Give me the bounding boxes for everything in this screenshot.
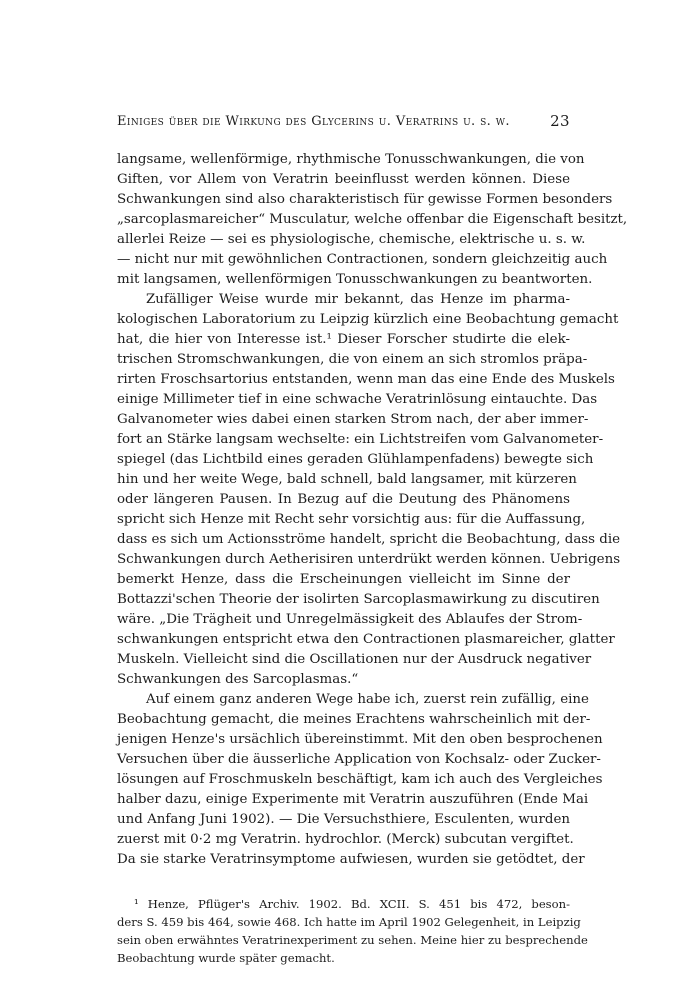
- body-line: Beobachtung gemacht, die meines Erachtens wahrscheinlich mit der-: [117, 712, 591, 727]
- footnote-line: sein oben erwähntes Veratrinexperiment zu sehen. Meine hier zu besprechende: [117, 933, 588, 947]
- running-title: Einiges über die Wirkung des Glycerins u. Veratrins u. s. w.: [117, 114, 510, 129]
- body-line: Auf einem ganz anderen Wege habe ich, zuerst rein zufällig, eine: [146, 692, 589, 707]
- body-line: Muskeln. Vielleicht sind die Oscillationen nur der Ausdruck negativer: [117, 652, 592, 667]
- body-line: zuerst mit 0·2 mg Veratrin. hydrochlor. (Merck) subcutan vergiftet.: [117, 832, 574, 847]
- body-line: — nicht nur mit gewöhnlichen Contractionen, sondern gleichzeitig auch: [117, 252, 608, 267]
- body-line: Schwankungen des Sarcoplasmas.“: [117, 672, 359, 687]
- body-line: spiegel (das Lichtbild eines geraden Glühlampenfadens) bewegte sich: [117, 452, 594, 467]
- body-line: einige Millimeter tief in eine schwache Veratrinlösung eintauchte. Das: [117, 392, 598, 407]
- body-line: Da sie starke Veratrinsymptome aufwiesen, wurden sie getödtet, der: [117, 852, 585, 867]
- body-line: spricht sich Henze mit Recht sehr vorsichtig aus: für die Auffassung,: [117, 512, 586, 527]
- body-line: hat, die hier von Interesse ist.¹ Dieser Forscher studirte die elek-: [117, 332, 570, 347]
- body-line: Giften, vor Allem von Veratrin beeinflusst werden können. Diese: [117, 172, 570, 187]
- footnote-line: Beobachtung wurde später gemacht.: [117, 951, 335, 965]
- footnote-line: ¹ Henze, Pflüger's Archiv. 1902. Bd. XCII. S. 451 bis 472, beson-: [134, 897, 570, 911]
- body-line: schwankungen entspricht etwa den Contractionen plasmareicher, glatter: [117, 632, 615, 647]
- running-header: [117, 112, 570, 134]
- body-line: halber dazu, einige Experimente mit Veratrin auszuführen (Ende Mai: [117, 792, 589, 807]
- body-line: rirten Froschsartorius entstanden, wenn man das eine Ende des Muskels: [117, 372, 615, 387]
- body-line: „sarcoplasmareicher“ Musculatur, welche offenbar die Eigenschaft besitzt,: [117, 212, 628, 227]
- body-line: langsame, wellenförmige, rhythmische Tonusschwankungen, die von: [117, 152, 585, 167]
- body-line: lösungen auf Froschmuskeln beschäftigt, kam ich auch des Vergleiches: [117, 772, 603, 787]
- body-line: Versuchen über die äusserliche Application von Kochsalz- oder Zucker-: [117, 752, 601, 767]
- body-line: oder längeren Pausen. In Bezug auf die Deutung des Phänomens: [117, 492, 570, 507]
- body-line: Bottazzi'schen Theorie der isolirten Sarcoplasmawirkung zu discutiren: [117, 592, 600, 607]
- body-line: jenigen Henze's ursächlich übereinstimmt. Mit den oben besprochenen: [117, 732, 603, 747]
- body-line: trischen Stromschwankungen, die von einem an sich stromlos präpa-: [117, 352, 588, 367]
- body-line: dass es sich um Actionsströme handelt, spricht die Beobachtung, dass die: [117, 532, 621, 547]
- body-line: mit langsamen, wellenförmigen Tonusschwankungen zu beantworten.: [117, 272, 593, 287]
- body-line: Zufälliger Weise wurde mir bekannt, das Henze im pharma-: [146, 292, 570, 307]
- body-line: bemerkt Henze, dass die Erscheinungen vielleicht im Sinne der: [117, 572, 570, 587]
- body-line: hin und her weite Wege, bald schnell, bald langsamer, mit kürzeren: [117, 472, 577, 487]
- body-line: Schwankungen sind also charakteristisch für gewisse Formen besonders: [117, 192, 613, 207]
- body-line: und Anfang Juni 1902). — Die Versuchsthiere, Esculenten, wurden: [117, 812, 570, 827]
- page-number: 23: [550, 112, 570, 130]
- body-line: wäre. „Die Trägheit und Unregelmässigkeit des Ablaufes der Strom-: [117, 612, 583, 627]
- body-line: Schwankungen durch Aetherisiren unterdrükt werden können. Uebrigens: [117, 552, 621, 567]
- body-line: Galvanometer wies dabei einen starken Strom nach, der aber immer-: [117, 412, 589, 427]
- body-line: fort an Stärke langsam wechselte: ein Lichtstreifen vom Galvanometer-: [117, 432, 604, 447]
- body-line: allerlei Reize — sei es physiologische, chemische, elektrische u. s. w.: [117, 232, 586, 247]
- body-line: kologischen Laboratorium zu Leipzig kürzlich eine Beobachtung gemacht: [117, 312, 619, 327]
- footnote-line: ders S. 459 bis 464, sowie 468. Ich hatte im April 1902 Gelegenheit, in Leipzig: [117, 915, 581, 929]
